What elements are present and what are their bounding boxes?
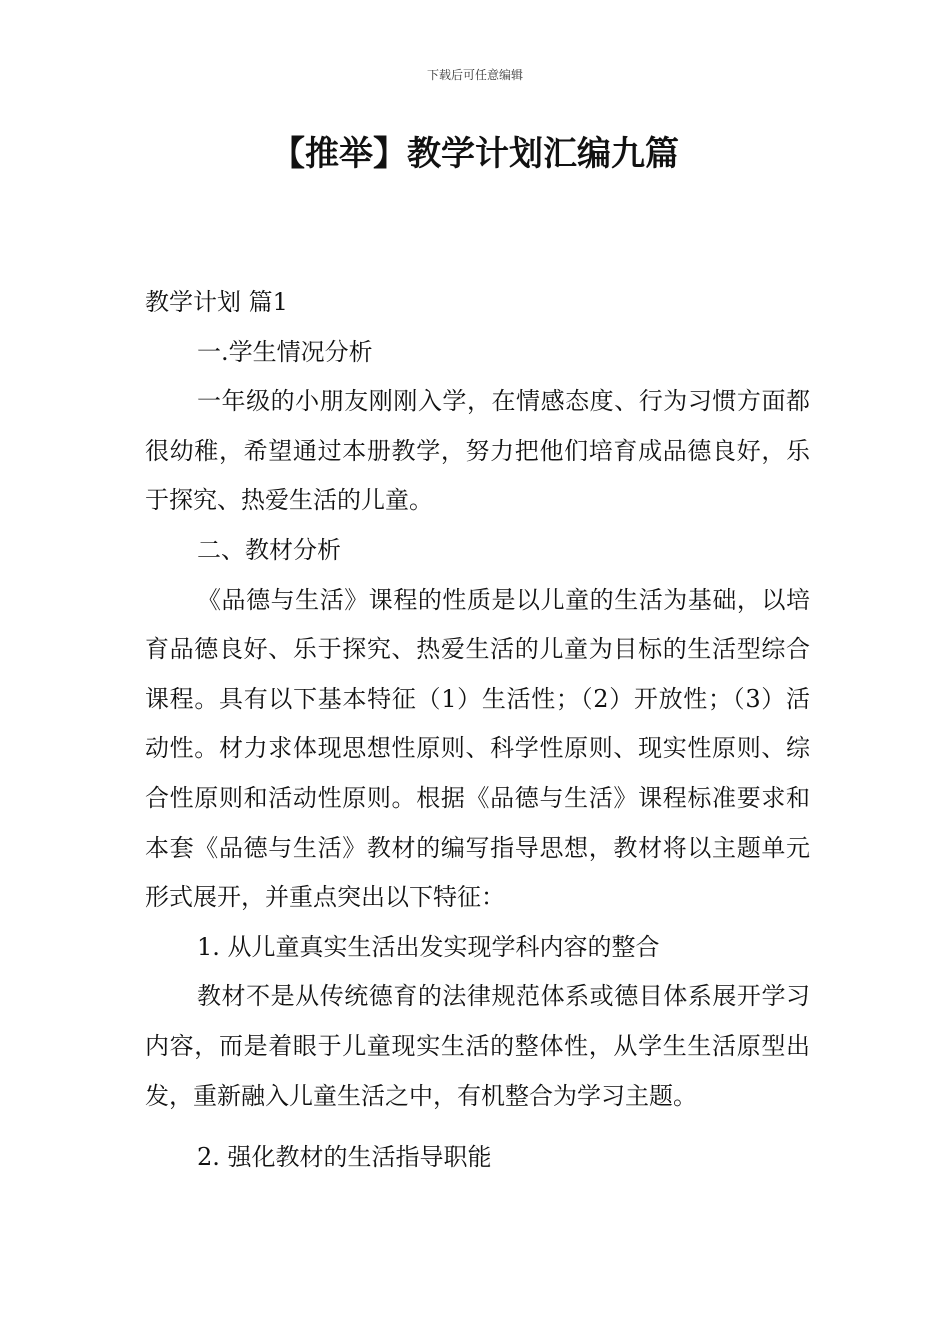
paragraph-point-2-heading: 2. 强化教材的生活指导职能 [197,1143,492,1172]
header-note: 下载后可任意编辑 [426,68,523,82]
paragraph-student-analysis: 一年级的小朋友刚刚入学，在情感态度、行为习惯方面都很幼稚，希望通过本册教学，努力把他们培育成品德良好，乐于探究、热爱生活的儿童。 [145,387,810,515]
paragraph-point-1: 教材不是从传统德育的法律规范体系或德目体系展开学习内容，而是着眼于儿童现实生活的整体性，从学生生活原型出发，重新融入儿童生活之中，有机整合为学习主题。 [145,982,810,1110]
document-body [145,278,810,1183]
paragraph-point-1-heading: 1. 从儿童真实生活出发实现学科内容的整合 [197,932,660,961]
paragraph-textbook-analysis-heading: 二、教材分析 [197,535,341,564]
section-heading: 教学计划 篇1 [145,288,288,316]
document-title: 【推举】教学计划汇编九篇 [271,134,679,174]
paragraph-student-analysis-heading: 一.学生情况分析 [197,337,373,366]
paragraph-textbook-analysis: 《品德与生活》课程的性质是以儿童的生活为基础，以培育品德良好、乐于探究、热爱生活的儿童为目标的生活型综合课程。具有以下基本特征（1）生活性；（2）开放性；（3）活动性。材力求体现思想性原则、科学性原则、现实性原则、综合性原则和活动性原则。根据《品德与生活》课程标准要求和本套《品德与生活》教材的编写指导思想，教材将以主题单元形式展开，并重点突出以下特征： [145,585,810,912]
